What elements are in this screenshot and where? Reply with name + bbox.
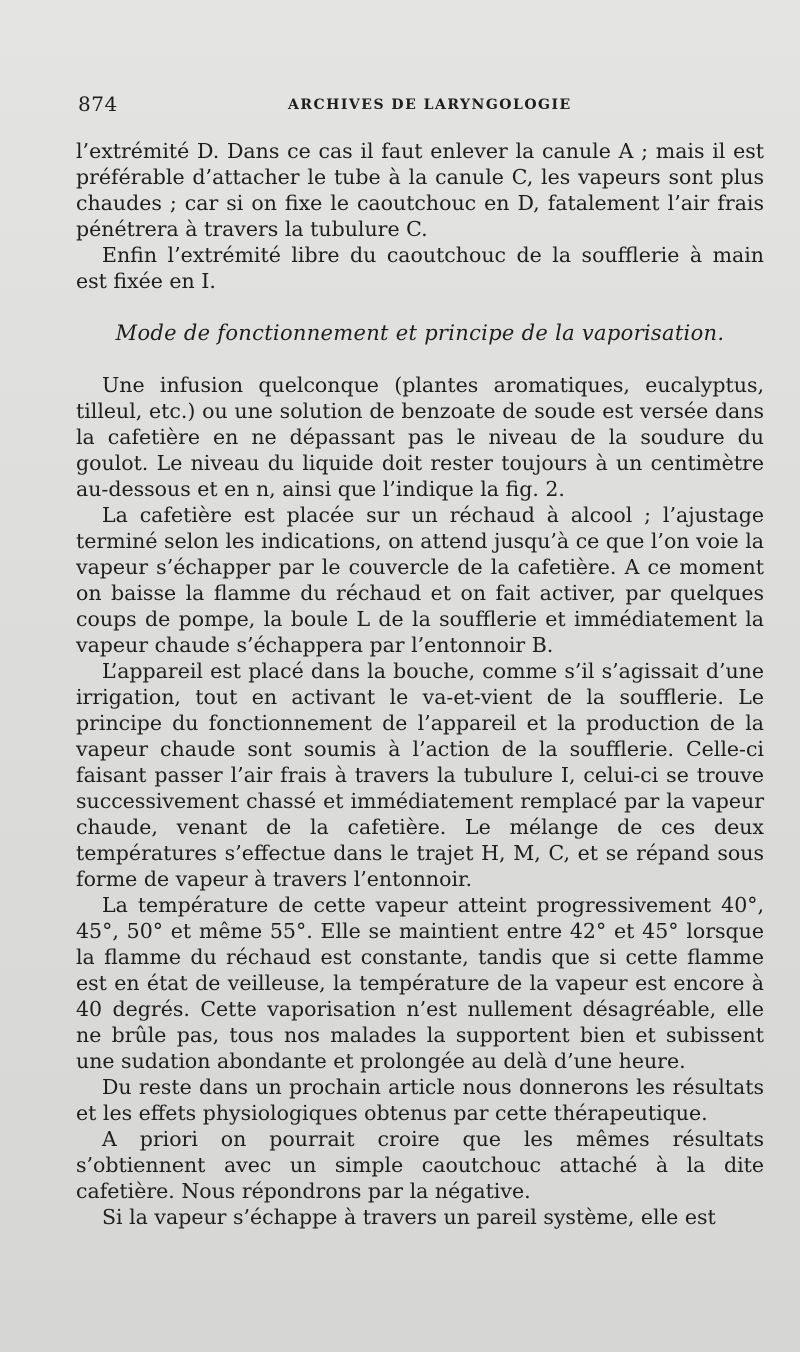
paragraph: L’appareil est placé dans la bouche, comme s’il s’agissait d’une irrigation, tout en activant le va-et-vient de la soufflerie. Le principe du fonctionnement de l’appareil et la production de la vapeur chaude sont soumis à l’action de la soufflerie. Celle-ci faisant passer l’air frais à travers la tubulure I, celui-ci se trouve successivement chassé et immédiatement remplacé par la vapeur chaude, venant de la cafetière. Le mélange de ces deux températures s’effectue dans le trajet H, M, C, et se répand sous forme de vapeur à travers l’entonnoir. (76, 659, 764, 891)
paragraph: A priori on pourrait croire que les mêmes résultats s’obtiennent avec un simple caoutchouc attaché à la dite cafetière. Nous répondrons par la négative. (76, 1127, 764, 1203)
body-text (76, 138, 764, 1230)
paragraph: Si la vapeur s’échappe à travers un pareil système, elle est (102, 1205, 716, 1229)
running-head: ARCHIVES DE LARYNGOLOGIE (288, 97, 572, 113)
paragraph: La température de cette vapeur atteint progressivement 40°, 45°, 50° et même 55°. Elle se maintient entre 42° et 45° lorsque la flamme du réchaud est constante, tandis que si cette flamme est en état de veilleuse, la température de la vapeur est encore à 40 degrés. Cette vaporisation n’est nullement désagréable, elle ne brûle pas, tous nos malades la supportent bien et subissent une sudation abondante et prolongée au delà d’une heure. (76, 893, 764, 1073)
section-title: Mode de fonctionnement et principe de la vaporisation. (115, 321, 725, 345)
page-header (78, 92, 740, 122)
page-number: 874 (78, 92, 118, 116)
paragraph: Enfin l’extrémité libre du caoutchouc de la soufflerie à main est fixée en I. (76, 243, 764, 293)
paragraph: Du reste dans un prochain article nous donnerons les résultats et les effets physiologiques obtenus par cette thérapeutique. (76, 1075, 764, 1125)
paragraph: Une infusion quelconque (plantes aromatiques, eucalyptus, tilleul, etc.) ou une solution de benzoate de soude est versée dans la cafetière en ne dépassant pas le niveau de la soudure du goulot. Le niveau du liquide doit rester toujours à un centimètre au-dessous et en n, ainsi que l’indique la fig. 2. (76, 373, 764, 501)
paragraph-continuation: l’extrémité D. Dans ce cas il faut enlever la canule A ; mais il est préférable d’attacher le tube à la canule C, les vapeurs sont plus chaudes ; car si on fixe le caoutchouc en D, fatalement l’air frais pénétrera à travers la tubulure C. (76, 139, 764, 241)
paragraph: La cafetière est placée sur un réchaud à alcool ; l’ajustage terminé selon les indications, on attend jusqu’à ce que l’on voie la vapeur s’échapper par le couvercle de la cafetière. A ce moment on baisse la flamme du réchaud et on fait activer, par quelques coups de pompe, la boule L de la soufflerie et immédiatement la vapeur chaude s’échappera par l’entonnoir B. (76, 503, 764, 657)
